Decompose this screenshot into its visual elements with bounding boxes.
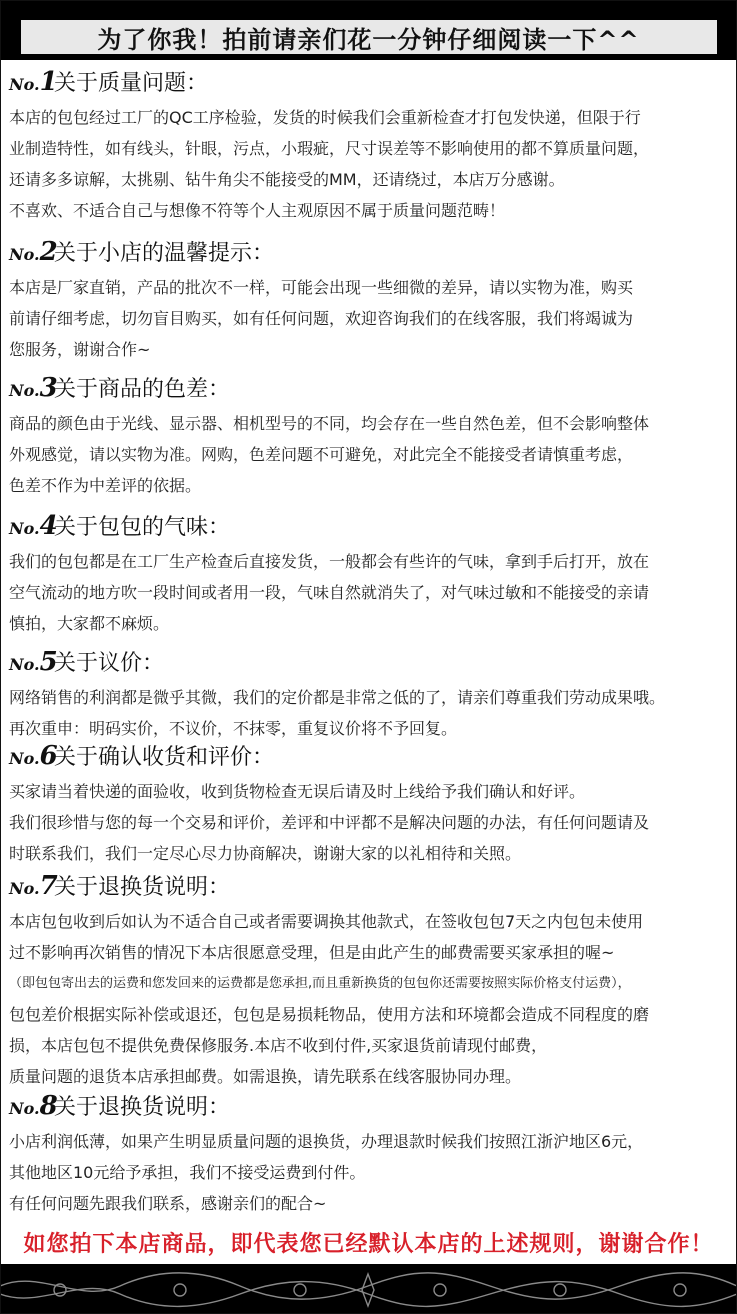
badge-prefix: No.: [9, 245, 40, 264]
footer-notice: 如您拍下本店商品，即代表您已经默认本店的上述规则，谢谢合作！: [23, 1231, 714, 1257]
section-text-line: 空气流动的地方吹一段时间或者用一段，气味自然就消失了，对气味过敏和不能接受的亲请: [9, 583, 650, 602]
section-text-line: 其他地区10元给予承担，我们不接受运费到付件。: [9, 1163, 366, 1182]
badge-number: 8: [39, 1091, 58, 1121]
section-text-line: 损，本店包包不提供免费保修服务.本店不收到付件,买家退货前请现付邮费，: [9, 1036, 548, 1055]
section-text-line: 我们很珍惜与您的每一个交易和评价，差评和中评都不是解决问题的办法，有任何问题请及: [9, 813, 650, 832]
section-text-line: 前请仔细考虑，切勿盲目购买，如有任何问题，欢迎咨询我们的在线客服，我们将竭诚为: [9, 309, 634, 328]
badge-prefix: No.: [9, 519, 40, 538]
section-text-line: 买家请当着快递的面验收，收到货物检查无误后请及时上线给予我们确认和好评。: [9, 782, 586, 801]
badge-prefix: No.: [9, 655, 40, 674]
banner-title: 为了你我！拍前请亲们花一分钟仔细阅读一下^^: [21, 20, 717, 54]
section-text-line: 网络销售的利润都是微乎其微，我们的定价都是非常之低的了，请亲们尊重我们劳动成果哦。: [9, 688, 666, 707]
badge-number: 6: [39, 741, 58, 771]
section-text-line: 外观感觉，请以实物为准。网购，色差问题不可避免，对此完全不能接受者请慎重考虑，: [9, 445, 634, 464]
section-text-line: 不喜欢、不适合自己与想像不符等个人主观原因不属于质量问题范畴！: [9, 201, 506, 220]
section-text-line: 本店是厂家直销，产品的批次不一样，可能会出现一些细微的差异，请以实物为准，购买: [9, 278, 634, 297]
section-title: 关于包包的气味：: [54, 515, 231, 540]
badge-prefix: No.: [9, 749, 40, 768]
section-text-line: 我们的包包都是在工厂生产检查后直接发货，一般都会有些许的气味，拿到手后打开，放在: [9, 552, 650, 571]
section-title: 关于小店的温馨提示：: [54, 241, 275, 266]
badge-prefix: No.: [9, 75, 40, 94]
section-title: 关于质量问题：: [54, 71, 209, 96]
badge-prefix: No.: [9, 879, 40, 898]
section-title: 关于商品的色差：: [54, 377, 231, 402]
section-text-line: 本店包包收到后如认为不适合自己或者需要调换其他款式，在签收包包7天之内包包未使用: [9, 912, 644, 931]
badge-number: 4: [39, 511, 58, 541]
section-title: 关于议价：: [54, 651, 165, 676]
badge-number: 2: [39, 237, 58, 267]
section-title: 关于退换货说明：: [54, 1095, 231, 1120]
section-text-line: 商品的颜色由于光线、显示器、相机型号的不同，均会存在一些自然色差，但不会影响整体: [9, 414, 650, 433]
section-text-line: 慎拍，大家都不麻烦。: [9, 614, 170, 633]
section-text-line: 色差不作为中差评的依据。: [9, 476, 202, 495]
section-title: 关于退换货说明：: [54, 875, 231, 900]
section-text-line: 还请多多谅解，太挑剔、钻牛角尖不能接受的MM，还请绕过，本店万分感谢。: [9, 170, 565, 189]
section-text-line: （即包包寄出去的运费和您发回来的运费都是您承担,而且重新换货的包包你还需要按照实际价格支付运费），: [9, 976, 631, 991]
badge-prefix: No.: [9, 1099, 40, 1118]
badge-prefix: No.: [9, 381, 40, 400]
section-text-line: 过不影响再次销售的情况下本店很愿意受理，但是由此产生的邮费需要买家承担的喔~: [9, 943, 615, 962]
section-text-line: 有任何问题先跟我们联系，感谢亲们的配合~: [9, 1194, 327, 1213]
section-text-line: 本店的包包经过工厂的QC工序检验，发货的时候我们会重新检查才打包发快递，但限于行: [9, 108, 641, 127]
section-text-line: 您服务，谢谢合作~: [9, 340, 151, 359]
section-text-line: 时联系我们，我们一定尽心尽力协商解决，谢谢大家的以礼相待和关照。: [9, 844, 522, 863]
badge-number: 3: [39, 373, 58, 403]
section-text-line: 质量问题的退货本店承担邮费。如需退换，请先联系在线客服协同办理。: [9, 1067, 522, 1086]
section-text-line: 小店利润低薄，如果产生明显质量问题的退换货，办理退款时候我们按照江浙沪地区6元，: [9, 1132, 644, 1151]
badge-number: 7: [39, 871, 58, 901]
section-text-line: 包包差价根据实际补偿或退还，包包是易损耗物品，使用方法和环境都会造成不同程度的磨: [9, 1005, 650, 1024]
section-title: 关于确认收货和评价：: [54, 745, 275, 770]
badge-number: 5: [39, 647, 58, 677]
section-text-line: 业制造特性，如有线头，针眼，污点，小瑕疵，尺寸误差等不影响使用的都不算质量问题，: [9, 139, 650, 158]
section-text-line: 再次重申：明码实价，不议价，不抹零，重复议价将不予回复。: [9, 719, 458, 738]
badge-number: 1: [39, 67, 58, 97]
